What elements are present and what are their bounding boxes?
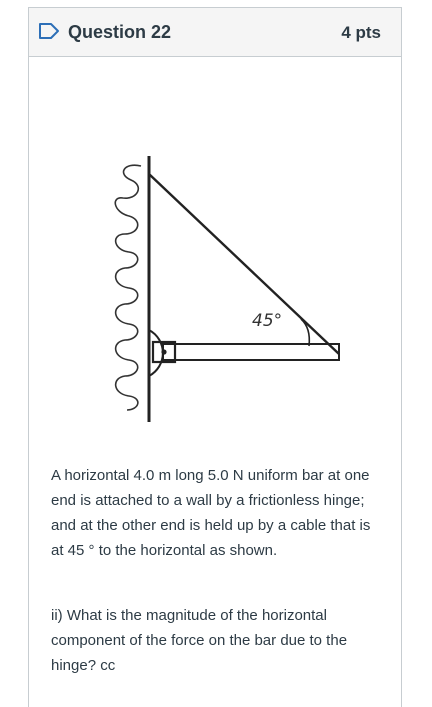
flag-question-icon[interactable]	[38, 22, 60, 40]
hinge-pin	[161, 349, 166, 354]
bar-hinge-cable-diagram	[89, 156, 359, 428]
bar	[163, 344, 339, 360]
hinge-mount	[149, 330, 163, 376]
question-title: Question 22	[68, 22, 172, 42]
question-points: 4 pts	[341, 23, 381, 42]
angle-label: 45°	[252, 311, 283, 331]
angle-arc	[301, 319, 309, 346]
wall-hatch	[115, 165, 141, 410]
question-card	[28, 7, 402, 707]
question-text: A horizontal 4.0 m long 5.0 N uniform bar at one end is attached to a wall by a frictionless hinge; and at the other end is held up by a cable that is at 45 ° to the horizontal as shown.	[51, 467, 371, 559]
question-header	[29, 8, 401, 57]
cable	[149, 174, 339, 354]
question-prompt: ii) What is the magnitude of the horizontal component of the force on the bar due to the hinge? cc	[51, 607, 348, 674]
